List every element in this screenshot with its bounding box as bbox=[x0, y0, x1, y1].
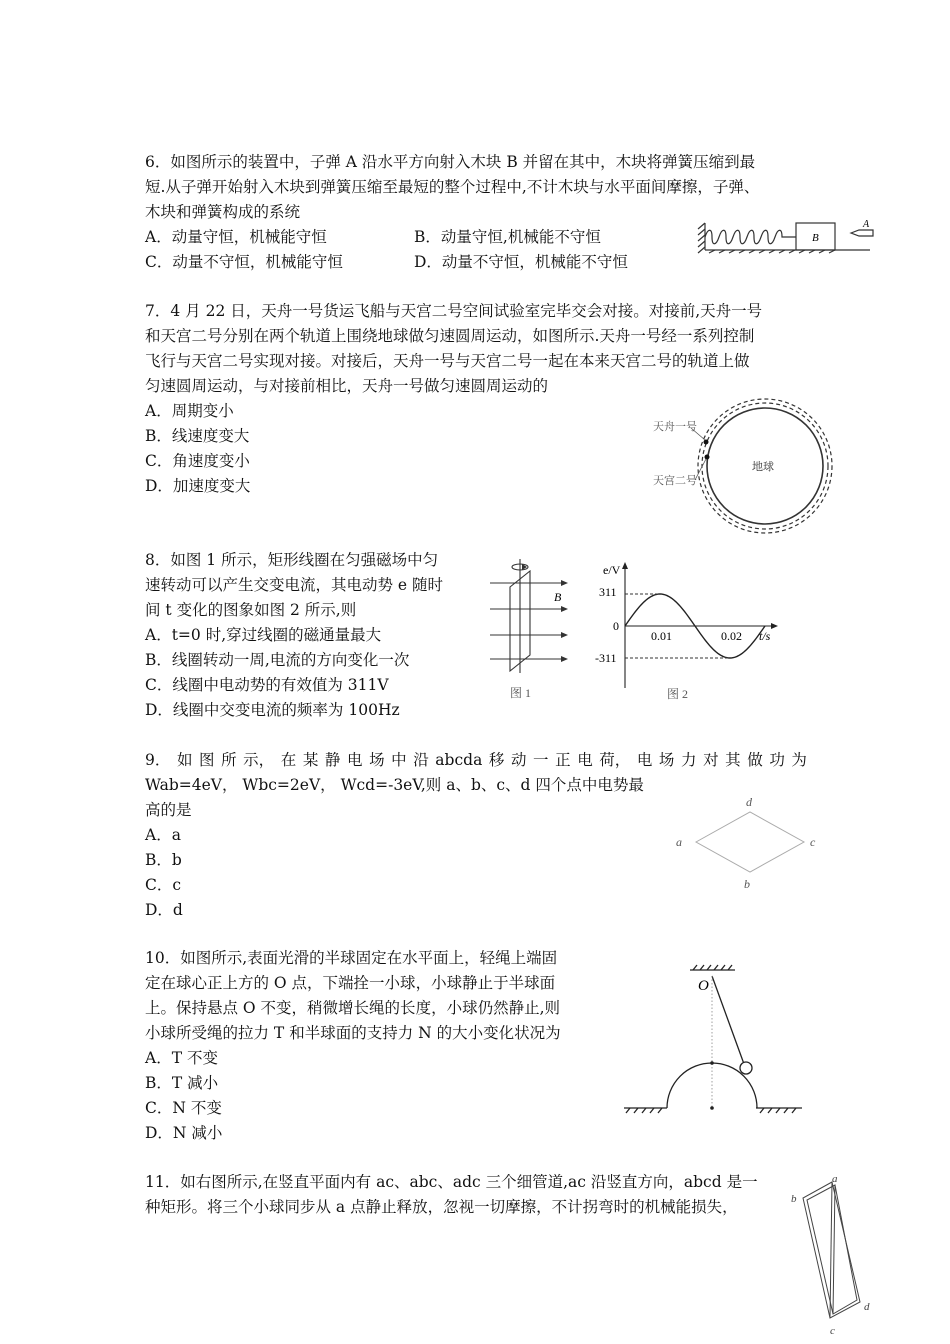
q8-x-tick-2: 0.02 bbox=[721, 629, 742, 643]
q9-line1-token: 在 bbox=[280, 751, 297, 769]
q8-option-d: D．线圈中交变电流的频率为 100Hz bbox=[145, 701, 400, 719]
q9-line1-token: 动 bbox=[510, 751, 527, 769]
q8-line1: 8．如图 1 所示，矩形线圈在匀强磁场中匀 bbox=[145, 551, 439, 569]
q10-option-d: D．N 减小 bbox=[145, 1124, 223, 1142]
q9-line1-token: abcda bbox=[435, 751, 483, 769]
q9-line1-token: 9． bbox=[145, 751, 171, 769]
q7-option-d: D．加速度变大 bbox=[145, 477, 251, 495]
q9-line1-token: 所 bbox=[221, 751, 237, 769]
q7-line1: 7．4 月 22 日，天舟一号货运飞船与天宫二号空间试验室完毕交会对接。对接前,天舟一号 bbox=[145, 302, 763, 320]
q11-point-d: d bbox=[864, 1301, 870, 1313]
q7-label-tianzhou: 天舟一号 bbox=[653, 421, 697, 433]
q9-line1-token: 某 bbox=[302, 751, 319, 769]
q10-line3: 上。保持悬点 O 不变，稍微增长绳的长度，小球仍然静止,则 bbox=[145, 999, 560, 1017]
q8-y-tick-min: -311 bbox=[595, 651, 617, 665]
q9-line1-token: 荷， bbox=[599, 751, 631, 769]
q9-point-a: a bbox=[676, 835, 682, 849]
q6-line3: 木块和弹簧构成的系统 bbox=[145, 203, 301, 221]
q8-fig1-caption: 图 1 bbox=[510, 686, 532, 700]
q6-spring-block-figure bbox=[695, 215, 885, 255]
q8-line2: 速转动可以产生交变电流，其电动势 e 随时 bbox=[145, 576, 444, 594]
q7-line3: 飞行与天宫二号实现对接。对接后，天舟一号与天宫二号一起在本来天宫二号的轨道上做 bbox=[145, 352, 750, 370]
q8-option-a: A．t=0 时,穿过线圈的磁通量最大 bbox=[145, 626, 382, 644]
q10-line2: 定在球心正上方的 O 点，下端拴一小球，小球静止于半球面 bbox=[145, 974, 556, 992]
q8-origin-label: 0 bbox=[613, 619, 619, 633]
q9-line1-token: 功 bbox=[769, 751, 785, 769]
q6-option-b: B．动量守恒,机械能不守恒 bbox=[414, 228, 601, 246]
q9-line1-token: 做 bbox=[747, 751, 763, 769]
q8-emf-chart bbox=[595, 560, 795, 705]
q9-option-a: A．a bbox=[145, 826, 181, 844]
q10-option-a: A．T 不变 bbox=[145, 1049, 218, 1067]
q7-option-a: A．周期变小 bbox=[145, 402, 234, 420]
q8-coil-figure bbox=[480, 555, 580, 705]
q9-point-b: b bbox=[744, 877, 750, 891]
q8-field-label: B bbox=[554, 590, 562, 604]
q9-point-c: c bbox=[810, 835, 816, 849]
q9-line1-token: 静 bbox=[324, 751, 341, 769]
q6-line2: 短.从子弹开始射入木块到弹簧压缩至最短的整个过程中,不计木块与水平面间摩擦，子弹、 bbox=[145, 178, 760, 196]
q9-line2: Wab=4eV， Wbc=2eV， Wcd=-3eV,则 a、b、c、d 四个点中电势最 bbox=[145, 776, 644, 794]
q9-line1-token: 力 bbox=[681, 751, 697, 769]
q9-option-c: C．c bbox=[145, 876, 182, 894]
q9-line1-token: 对 bbox=[703, 751, 719, 769]
q6-line1: 6．如图所示的装置中，子弹 A 沿水平方向射入木块 B 并留在其中，木块将弹簧压缩到最 bbox=[145, 153, 756, 171]
q6-bullet-label: A bbox=[863, 219, 870, 230]
q9-line1-token: 图 bbox=[199, 751, 215, 769]
q7-option-c: C．角速度变小 bbox=[145, 452, 250, 470]
q7-line4: 匀速圆周运动，与对接前相比，天舟一号做匀速圆周运动的 bbox=[145, 377, 549, 395]
q7-line2: 和天宫二号分别在两个轨道上围绕地球做匀速圆周运动，如图所示.天舟一号经一系列控制 bbox=[145, 327, 755, 345]
q8-x-tick-1: 0.01 bbox=[651, 629, 672, 643]
q8-x-axis-label: t/s bbox=[759, 629, 771, 643]
q9-line3: 高的是 bbox=[145, 801, 192, 819]
q8-fig2-caption: 图 2 bbox=[667, 687, 689, 701]
q7-label-tiangong: 天宫二号 bbox=[653, 475, 697, 487]
q9-line1-token: 电 bbox=[577, 751, 593, 769]
q11-point-a: a bbox=[832, 1173, 838, 1185]
q9-line1-token: 移 bbox=[488, 751, 505, 769]
q7-label-earth: 地球 bbox=[752, 461, 774, 473]
q6-block-label: B bbox=[812, 232, 819, 244]
q10-line1: 10．如图所示,表面光滑的半球固定在水平面上，轻绳上端固 bbox=[145, 949, 558, 967]
q11-line2: 种矩形。将三个小球同步从 a 点静止释放，忽视一切摩擦，不计拐弯时的机械能损失， bbox=[145, 1198, 738, 1216]
q6-option-c: C．动量不守恒，机械能守恒 bbox=[145, 253, 343, 271]
q9-rhombus-figure bbox=[670, 792, 830, 892]
q9-line1 bbox=[145, 750, 807, 770]
q9-option-d: D．d bbox=[145, 901, 183, 919]
q10-option-c: C．N 不变 bbox=[145, 1099, 222, 1117]
q11-point-c: c bbox=[830, 1325, 835, 1337]
q9-line1-token: 其 bbox=[725, 751, 741, 769]
q10-option-b: B．T 减小 bbox=[145, 1074, 219, 1092]
q8-y-tick-max: 311 bbox=[599, 585, 617, 599]
q10-line4: 小球所受绳的拉力 T 和半球面的支持力 N 的大小变化状况为 bbox=[145, 1024, 561, 1042]
q9-point-d: d bbox=[746, 795, 752, 809]
q11-point-b: b bbox=[791, 1193, 797, 1205]
q9-line1-token: 中 bbox=[391, 751, 407, 769]
q9-line1-token: 场 bbox=[369, 751, 385, 769]
q9-line1-token: 电 bbox=[636, 751, 653, 769]
q11-line1: 11．如右图所示,在竖直平面内有 ac、abc、adc 三个细管道,ac 沿竖直方向，abcd 是一 bbox=[145, 1173, 758, 1191]
q9-line1-token: 示， bbox=[243, 751, 275, 769]
q9-line1-token: 为 bbox=[791, 751, 807, 769]
q8-option-c: C．线圈中电动势的有效值为 311V bbox=[145, 676, 389, 694]
q10-point-o: O bbox=[698, 978, 709, 994]
q9-line1-token: 如 bbox=[176, 751, 193, 769]
q8-line3: 间 t 变化的图象如图 2 所示,则 bbox=[145, 601, 357, 619]
q9-line1-token: 场 bbox=[658, 751, 675, 769]
q6-option-d: D．动量不守恒，机械能不守恒 bbox=[414, 253, 628, 271]
q9-line1-token: 电 bbox=[346, 751, 363, 769]
q9-line1-token: 沿 bbox=[413, 751, 429, 769]
q10-hemisphere-figure bbox=[620, 962, 810, 1117]
q11-pipes-figure bbox=[788, 1172, 880, 1340]
q7-orbit-figure bbox=[645, 400, 825, 540]
q9-line1-token: 正 bbox=[555, 751, 571, 769]
q8-y-axis-label: e/V bbox=[603, 563, 621, 577]
q7-option-b: B．线速度变大 bbox=[145, 427, 250, 445]
q8-option-b: B．线圈转动一周,电流的方向变化一次 bbox=[145, 651, 410, 669]
q9-line1-token: 一 bbox=[533, 751, 549, 769]
q6-option-a: A．动量守恒，机械能守恒 bbox=[145, 228, 327, 246]
q9-option-b: B．b bbox=[145, 851, 182, 869]
